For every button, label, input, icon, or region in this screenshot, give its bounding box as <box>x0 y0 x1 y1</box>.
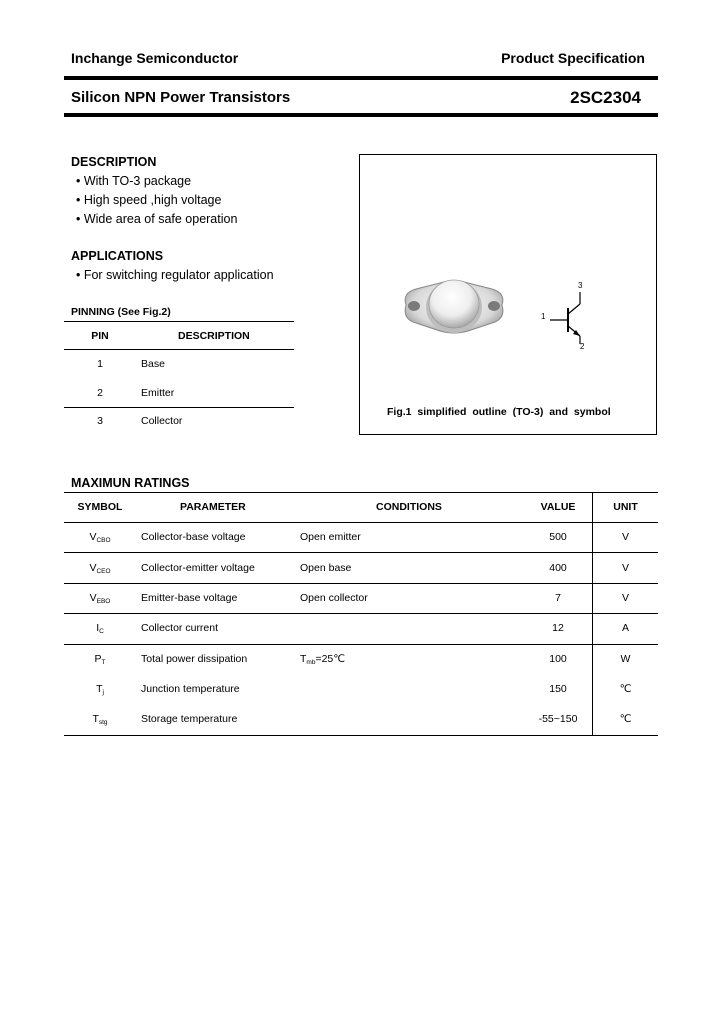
ratings-header-symbol: SYMBOL <box>77 501 123 513</box>
pin-number: 1 <box>97 358 103 370</box>
rating-condition: Open collector <box>300 592 368 604</box>
rating-parameter: Collector-emitter voltage <box>141 562 255 574</box>
pinning-header-pin: PIN <box>91 330 109 342</box>
rating-parameter: Emitter-base voltage <box>141 592 238 604</box>
ratings-row-rule <box>64 583 658 584</box>
pinning-top-rule <box>64 321 294 322</box>
ratings-top-rule <box>64 492 658 493</box>
ratings-row-rule <box>64 613 658 614</box>
symbol-label-base: 1 <box>541 312 546 321</box>
rating-parameter: Junction temperature <box>141 683 240 695</box>
ratings-header-value: VALUE <box>540 501 576 513</box>
header-rule-2 <box>64 113 658 117</box>
rating-value: 400 <box>549 562 567 574</box>
rating-value: 100 <box>549 653 567 665</box>
rating-symbol: $T_j$ <box>96 683 104 696</box>
npn-transistor-symbol-icon <box>538 280 600 355</box>
pin-description: Emitter <box>141 387 175 399</box>
rating-unit: V <box>621 562 629 574</box>
rating-value: 500 <box>549 531 567 543</box>
product-line: Silicon NPN Power Transistors <box>71 89 291 106</box>
rating-value: 12 <box>552 622 564 634</box>
ratings-header-parameter: PARAMETER <box>180 501 246 513</box>
rating-parameter: Total power dissipation <box>141 653 248 665</box>
pin-number: 2 <box>97 387 103 399</box>
pin-description: Base <box>141 358 165 370</box>
rating-value: 7 <box>555 592 561 604</box>
rating-parameter: Storage temperature <box>141 713 238 725</box>
ratings-bottom-rule <box>64 735 658 736</box>
ratings-title: MAXIMUN RATINGS <box>71 476 190 490</box>
part-number: 2SC2304 <box>570 88 641 107</box>
to3-package-image <box>394 275 514 345</box>
rating-parameter: Collector-base voltage <box>141 531 246 543</box>
doc-type: Product Specification <box>501 50 645 66</box>
rating-unit: ℃ <box>619 713 632 725</box>
figure-caption: Fig.1 simplified outline (TO-3) and symbol <box>387 406 611 418</box>
figure-box <box>359 154 657 435</box>
description-item: • With TO-3 package <box>76 174 192 188</box>
rating-parameter: Collector current <box>141 622 219 634</box>
rating-symbol: $V_{CEO}$ <box>89 562 111 575</box>
ratings-header-rule <box>64 522 658 523</box>
rating-condition: $T_{mb}=25℃$ <box>300 653 346 666</box>
header-rule-1 <box>64 76 658 80</box>
rating-value: -55~150 <box>538 713 578 725</box>
ratings-header-unit: UNIT <box>613 501 638 513</box>
symbol-label-emitter: 2 <box>580 342 585 351</box>
applications-title: APPLICATIONS <box>71 249 164 263</box>
rating-condition: Open base <box>300 562 352 574</box>
pin-number: 3 <box>97 415 103 427</box>
rating-symbol: $I_C$ <box>96 622 104 635</box>
pin-description: Collector <box>141 415 183 427</box>
rating-symbol: $V_{EBO}$ <box>89 592 111 605</box>
rating-unit: W <box>620 653 631 665</box>
rating-unit: ℃ <box>619 683 632 695</box>
ratings-row-rule <box>64 552 658 553</box>
description-item: • High speed ,high voltage <box>76 193 222 207</box>
pinning-row-rule <box>64 407 294 408</box>
ratings-unit-divider <box>592 492 593 736</box>
symbol-label-collector: 3 <box>578 281 583 290</box>
company-name: Inchange Semiconductor <box>71 50 239 66</box>
pinning-header-rule <box>64 349 294 350</box>
ratings-row-rule <box>64 644 658 645</box>
rating-value: 150 <box>549 683 567 695</box>
pinning-title: PINNING (See Fig.2) <box>71 306 171 318</box>
rating-unit: V <box>621 531 629 543</box>
rating-symbol: $T_{stg}$ <box>92 713 108 726</box>
description-item: • Wide area of safe operation <box>76 212 238 226</box>
description-title: DESCRIPTION <box>71 155 157 169</box>
rating-symbol: $P_T$ <box>94 653 106 666</box>
rating-unit: A <box>621 622 629 634</box>
rating-condition: Open emitter <box>300 531 361 543</box>
rating-symbol: $V_{CBO}$ <box>89 531 111 544</box>
ratings-header-conditions: CONDITIONS <box>376 501 442 513</box>
pinning-header-desc: DESCRIPTION <box>178 330 250 342</box>
rating-unit: V <box>621 592 629 604</box>
applications-item: • For switching regulator application <box>76 268 274 282</box>
